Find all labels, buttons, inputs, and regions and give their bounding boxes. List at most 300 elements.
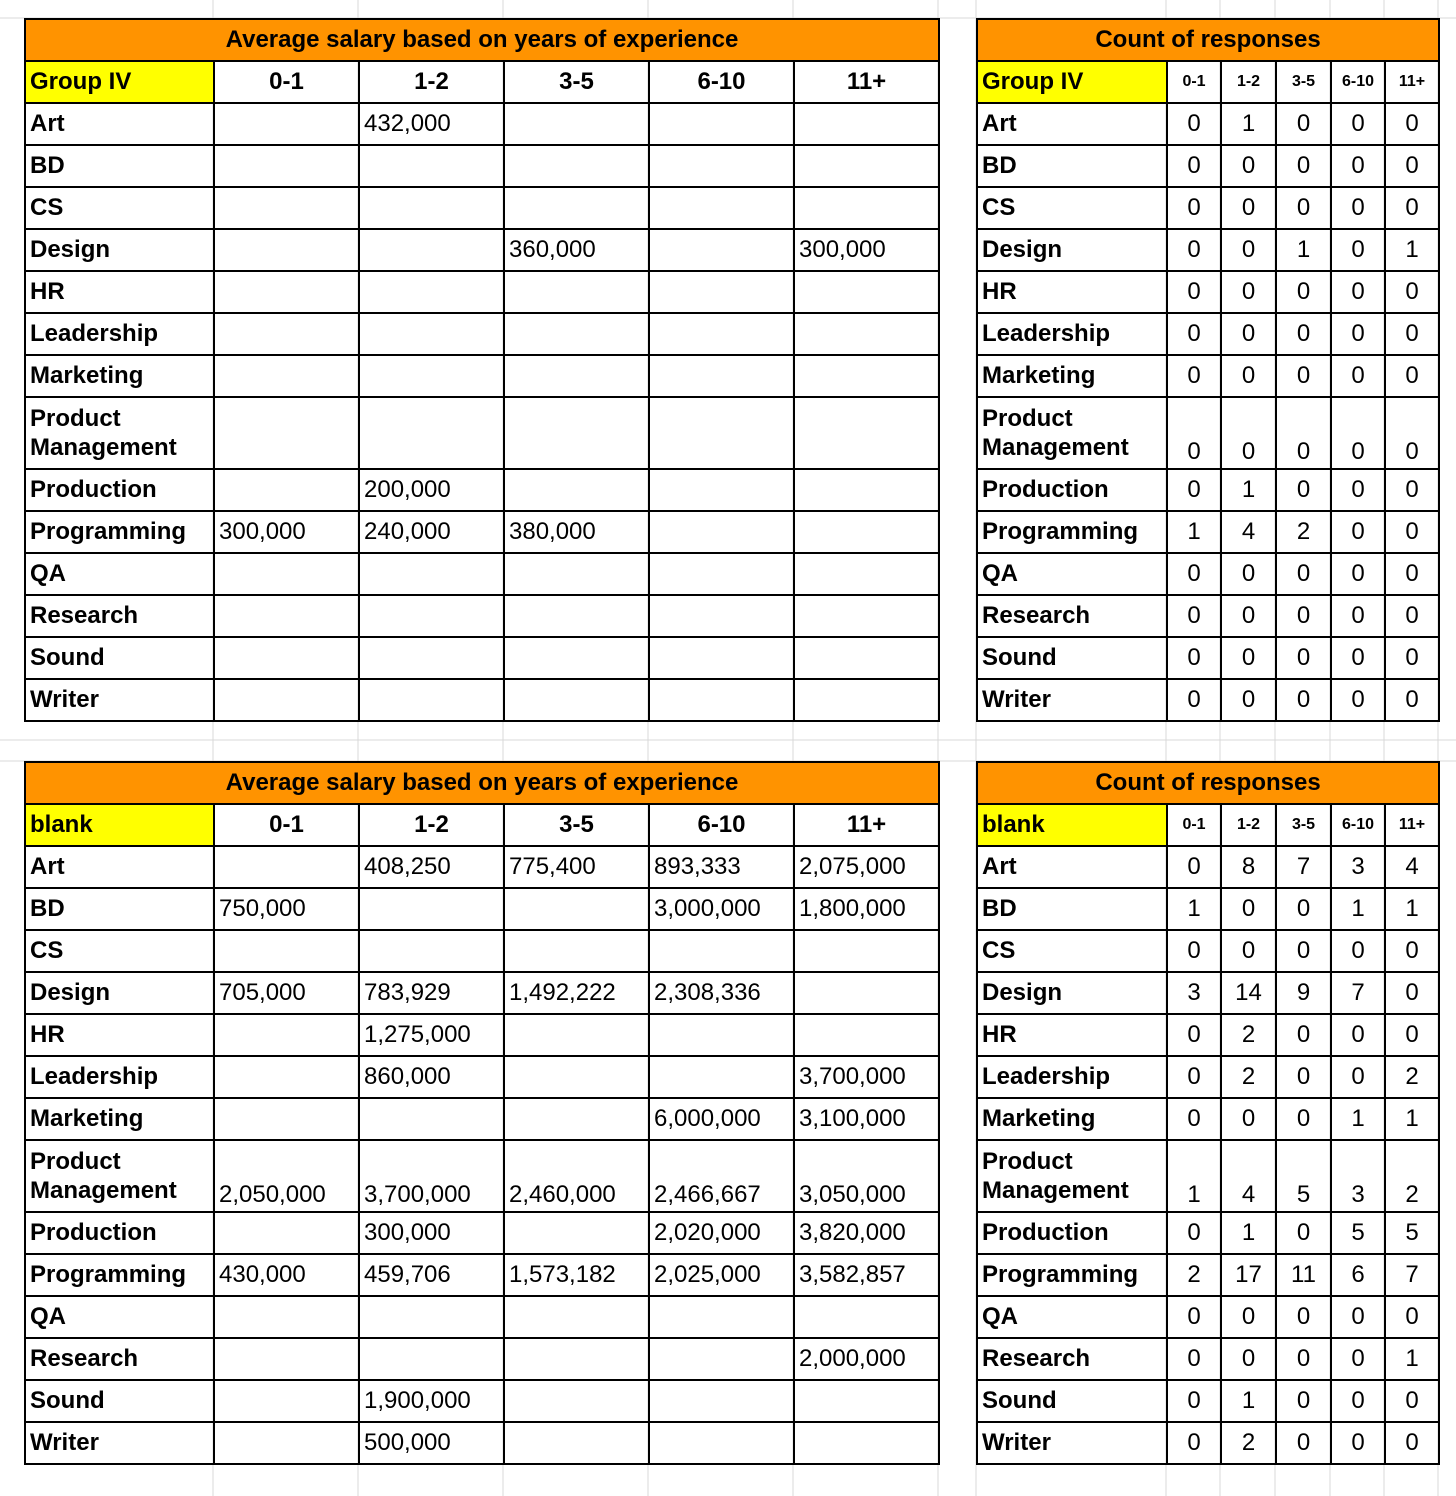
row-label: Marketing xyxy=(977,355,1167,397)
cell-0-1 xyxy=(214,930,359,972)
cell-11 xyxy=(794,972,939,1014)
cell-1-2: 1 xyxy=(1221,1380,1276,1422)
cell-0-1 xyxy=(214,469,359,511)
cell-1-2 xyxy=(359,229,504,271)
cell-3-5 xyxy=(504,1098,649,1140)
group-label: blank xyxy=(25,804,214,846)
cell-0-1 xyxy=(214,355,359,397)
cell-6-10 xyxy=(649,229,794,271)
cell-11: 0 xyxy=(1385,103,1439,145)
cell-11 xyxy=(794,1014,939,1056)
row-label: Product Management xyxy=(25,397,214,469)
cell-3-5: 0 xyxy=(1276,313,1331,355)
cell-3-5: 1 xyxy=(1276,229,1331,271)
cell-6-10: 7 xyxy=(1331,972,1385,1014)
cell-0-1: 300,000 xyxy=(214,511,359,553)
table-row-bd xyxy=(25,145,939,187)
cell-1-2 xyxy=(359,1296,504,1338)
cell-3-5: 0 xyxy=(1276,930,1331,972)
cell-1-2 xyxy=(359,553,504,595)
cell-11 xyxy=(794,511,939,553)
row-label: Production xyxy=(25,469,214,511)
cell-6-10: 0 xyxy=(1331,313,1385,355)
cell-1-2: 0 xyxy=(1221,145,1276,187)
row-label: HR xyxy=(25,1014,214,1056)
cell-0-1: 0 xyxy=(1167,1296,1221,1338)
row-label: CS xyxy=(977,187,1167,229)
group-label: Group IV xyxy=(977,61,1167,103)
row-label: Research xyxy=(25,1338,214,1380)
cell-3-5: 0 xyxy=(1276,1056,1331,1098)
row-label: Leadership xyxy=(977,1056,1167,1098)
cell-1-2: 0 xyxy=(1221,397,1276,469)
cell-1-2: 0 xyxy=(1221,271,1276,313)
cell-3-5 xyxy=(504,355,649,397)
cell-3-5: 0 xyxy=(1276,1296,1331,1338)
cell-1-2: 240,000 xyxy=(359,511,504,553)
cell-1-2 xyxy=(359,313,504,355)
cell-1-2: 408,250 xyxy=(359,846,504,888)
row-label: Product Management xyxy=(25,1140,214,1212)
cell-0-1: 0 xyxy=(1167,1380,1221,1422)
cell-1-2: 0 xyxy=(1221,888,1276,930)
cell-0-1 xyxy=(214,397,359,469)
counts-table-blank xyxy=(976,761,1440,1465)
cell-11 xyxy=(794,145,939,187)
cell-1-2 xyxy=(359,679,504,721)
cell-0-1 xyxy=(214,145,359,187)
cell-6-10 xyxy=(649,397,794,469)
table-row-leadership xyxy=(25,313,939,355)
cell-6-10: 0 xyxy=(1331,930,1385,972)
cell-6-10: 0 xyxy=(1331,187,1385,229)
cell-0-1: 2 xyxy=(1167,1254,1221,1296)
row-label: HR xyxy=(977,1014,1167,1056)
cell-0-1: 0 xyxy=(1167,1056,1221,1098)
table-row-hr xyxy=(25,271,939,313)
cell-11: 0 xyxy=(1385,1014,1439,1056)
row-label: Leadership xyxy=(25,1056,214,1098)
cell-1-2 xyxy=(359,355,504,397)
cell-6-10: 2,020,000 xyxy=(649,1212,794,1254)
cell-6-10: 0 xyxy=(1331,229,1385,271)
cell-1-2: 1 xyxy=(1221,103,1276,145)
title-row xyxy=(977,762,1439,804)
header-row xyxy=(25,804,939,846)
row-label: QA xyxy=(25,553,214,595)
cell-6-10 xyxy=(649,145,794,187)
table-row-bd xyxy=(25,888,939,930)
cell-3-5: 2,460,000 xyxy=(504,1140,649,1212)
row-label: Sound xyxy=(977,637,1167,679)
cell-1-2 xyxy=(359,637,504,679)
cell-1-2 xyxy=(359,1098,504,1140)
table-row-research xyxy=(977,1338,1439,1380)
cell-3-5: 5 xyxy=(1276,1140,1331,1212)
table-row-writer xyxy=(977,679,1439,721)
row-label: HR xyxy=(25,271,214,313)
cell-1-2: 783,929 xyxy=(359,972,504,1014)
cell-11: 0 xyxy=(1385,511,1439,553)
counts-table-group-iv xyxy=(976,18,1440,722)
cell-3-5 xyxy=(504,187,649,229)
cell-11: 3,820,000 xyxy=(794,1212,939,1254)
table-row-programming xyxy=(25,511,939,553)
cell-11 xyxy=(794,271,939,313)
cell-3-5 xyxy=(504,313,649,355)
table-row-production xyxy=(25,469,939,511)
row-label: CS xyxy=(977,930,1167,972)
cell-1-2: 4 xyxy=(1221,511,1276,553)
cell-6-10 xyxy=(649,103,794,145)
cell-6-10 xyxy=(649,1296,794,1338)
cell-6-10 xyxy=(649,553,794,595)
cell-3-5 xyxy=(504,1212,649,1254)
cell-0-1: 0 xyxy=(1167,595,1221,637)
cell-11: 0 xyxy=(1385,930,1439,972)
cell-6-10: 6,000,000 xyxy=(649,1098,794,1140)
cell-1-2: 1 xyxy=(1221,469,1276,511)
cell-1-2: 500,000 xyxy=(359,1422,504,1464)
cell-0-1 xyxy=(214,103,359,145)
cell-0-1: 0 xyxy=(1167,1212,1221,1254)
cell-11 xyxy=(794,1296,939,1338)
table-row-leadership xyxy=(977,1056,1439,1098)
cell-6-10 xyxy=(649,469,794,511)
cell-3-5: 7 xyxy=(1276,846,1331,888)
row-label: Research xyxy=(977,1338,1167,1380)
table-row-marketing xyxy=(25,355,939,397)
cell-3-5: 0 xyxy=(1276,145,1331,187)
row-label: Research xyxy=(25,595,214,637)
cell-0-1: 705,000 xyxy=(214,972,359,1014)
cell-6-10 xyxy=(649,637,794,679)
column-header: 11+ xyxy=(794,804,939,846)
row-label: Sound xyxy=(977,1380,1167,1422)
row-label: Production xyxy=(25,1212,214,1254)
cell-3-5 xyxy=(504,595,649,637)
table-row-design xyxy=(25,229,939,271)
cell-3-5: 0 xyxy=(1276,637,1331,679)
cell-6-10: 3 xyxy=(1331,846,1385,888)
cell-0-1: 0 xyxy=(1167,637,1221,679)
table-row-bd xyxy=(977,888,1439,930)
cell-6-10: 0 xyxy=(1331,511,1385,553)
cell-6-10 xyxy=(649,1338,794,1380)
cell-0-1: 0 xyxy=(1167,229,1221,271)
cell-1-2: 4 xyxy=(1221,1140,1276,1212)
table-row-cs xyxy=(25,187,939,229)
cell-11 xyxy=(794,103,939,145)
cell-11 xyxy=(794,313,939,355)
group-label: blank xyxy=(977,804,1167,846)
cell-3-5 xyxy=(504,1296,649,1338)
table-row-marketing xyxy=(977,1098,1439,1140)
cell-6-10 xyxy=(649,271,794,313)
cell-3-5: 0 xyxy=(1276,103,1331,145)
cell-11: 3,100,000 xyxy=(794,1098,939,1140)
cell-0-1: 0 xyxy=(1167,846,1221,888)
table-row-design xyxy=(25,972,939,1014)
row-label: Programming xyxy=(25,511,214,553)
table-row-product-management xyxy=(25,1140,939,1212)
cell-11 xyxy=(794,553,939,595)
table-row-leadership xyxy=(25,1056,939,1098)
cell-1-2: 0 xyxy=(1221,355,1276,397)
cell-6-10: 2,025,000 xyxy=(649,1254,794,1296)
cell-0-1: 0 xyxy=(1167,553,1221,595)
cell-3-5 xyxy=(504,930,649,972)
cell-6-10: 0 xyxy=(1331,1296,1385,1338)
cell-3-5: 1,573,182 xyxy=(504,1254,649,1296)
cell-3-5: 2 xyxy=(1276,511,1331,553)
salary-table-group-iv xyxy=(24,18,940,722)
cell-1-2: 459,706 xyxy=(359,1254,504,1296)
header-row xyxy=(25,61,939,103)
table-row-programming xyxy=(977,1254,1439,1296)
row-label: Product Management xyxy=(977,1140,1167,1212)
cell-6-10: 2,466,667 xyxy=(649,1140,794,1212)
cell-3-5: 0 xyxy=(1276,888,1331,930)
cell-1-2: 860,000 xyxy=(359,1056,504,1098)
row-label: Writer xyxy=(977,679,1167,721)
cell-3-5: 9 xyxy=(1276,972,1331,1014)
cell-6-10 xyxy=(649,1422,794,1464)
cell-3-5: 0 xyxy=(1276,553,1331,595)
cell-6-10 xyxy=(649,930,794,972)
row-label: Programming xyxy=(977,511,1167,553)
column-header: 11+ xyxy=(794,61,939,103)
cell-1-2: 0 xyxy=(1221,595,1276,637)
cell-0-1: 0 xyxy=(1167,397,1221,469)
cell-11: 4 xyxy=(1385,846,1439,888)
cell-6-10: 3 xyxy=(1331,1140,1385,1212)
column-header: 3-5 xyxy=(504,804,649,846)
column-header: 1-2 xyxy=(1221,61,1276,103)
cell-1-2: 1 xyxy=(1221,1212,1276,1254)
column-header: 6-10 xyxy=(649,804,794,846)
cell-11: 1 xyxy=(1385,888,1439,930)
table-row-qa xyxy=(25,553,939,595)
cell-1-2: 0 xyxy=(1221,930,1276,972)
cell-6-10: 0 xyxy=(1331,469,1385,511)
table-row-leadership xyxy=(977,313,1439,355)
cell-6-10 xyxy=(649,1380,794,1422)
row-label: Sound xyxy=(25,1380,214,1422)
cell-0-1: 0 xyxy=(1167,145,1221,187)
cell-6-10: 3,000,000 xyxy=(649,888,794,930)
cell-11: 0 xyxy=(1385,271,1439,313)
counts-table xyxy=(976,18,1440,722)
salary-table xyxy=(24,761,940,1465)
cell-6-10 xyxy=(649,511,794,553)
cell-0-1 xyxy=(214,595,359,637)
cell-0-1: 0 xyxy=(1167,103,1221,145)
row-label: BD xyxy=(25,888,214,930)
table-row-writer xyxy=(25,1422,939,1464)
table-row-product-management xyxy=(977,1140,1439,1212)
cell-1-2: 2 xyxy=(1221,1056,1276,1098)
cell-11: 0 xyxy=(1385,1380,1439,1422)
table-row-production xyxy=(977,469,1439,511)
cell-1-2 xyxy=(359,187,504,229)
cell-0-1: 1 xyxy=(1167,511,1221,553)
column-header: 1-2 xyxy=(359,804,504,846)
cell-1-2: 2 xyxy=(1221,1422,1276,1464)
row-label: Writer xyxy=(25,1422,214,1464)
column-header: 1-2 xyxy=(1221,804,1276,846)
row-label: Marketing xyxy=(25,355,214,397)
cell-1-2: 14 xyxy=(1221,972,1276,1014)
cell-3-5: 0 xyxy=(1276,187,1331,229)
row-label: CS xyxy=(25,930,214,972)
cell-6-10: 0 xyxy=(1331,145,1385,187)
table-row-qa xyxy=(977,1296,1439,1338)
cell-1-2: 0 xyxy=(1221,553,1276,595)
cell-0-1: 1 xyxy=(1167,888,1221,930)
column-header: 6-10 xyxy=(1331,804,1385,846)
cell-11: 0 xyxy=(1385,1422,1439,1464)
cell-3-5: 0 xyxy=(1276,1338,1331,1380)
cell-1-2: 3,700,000 xyxy=(359,1140,504,1212)
row-label: QA xyxy=(25,1296,214,1338)
cell-6-10: 0 xyxy=(1331,271,1385,313)
cell-3-5 xyxy=(504,1422,649,1464)
row-label: Marketing xyxy=(977,1098,1167,1140)
cell-3-5: 0 xyxy=(1276,679,1331,721)
cell-0-1: 3 xyxy=(1167,972,1221,1014)
column-header: 11+ xyxy=(1385,804,1439,846)
cell-11: 0 xyxy=(1385,313,1439,355)
cell-0-1 xyxy=(214,637,359,679)
cell-3-5 xyxy=(504,103,649,145)
table-row-product-management xyxy=(25,397,939,469)
cell-1-2: 0 xyxy=(1221,637,1276,679)
cell-0-1: 0 xyxy=(1167,187,1221,229)
cell-11: 0 xyxy=(1385,469,1439,511)
cell-6-10 xyxy=(649,679,794,721)
cell-6-10: 2,308,336 xyxy=(649,972,794,1014)
cell-6-10: 0 xyxy=(1331,1338,1385,1380)
column-header: 1-2 xyxy=(359,61,504,103)
cell-3-5 xyxy=(504,679,649,721)
cell-0-1: 0 xyxy=(1167,930,1221,972)
row-label: CS xyxy=(25,187,214,229)
cell-1-2: 0 xyxy=(1221,313,1276,355)
cell-3-5: 0 xyxy=(1276,271,1331,313)
cell-3-5 xyxy=(504,637,649,679)
row-label: BD xyxy=(25,145,214,187)
cell-3-5 xyxy=(504,1014,649,1056)
cell-11 xyxy=(794,187,939,229)
table-row-qa xyxy=(25,1296,939,1338)
cell-0-1: 0 xyxy=(1167,469,1221,511)
table-row-writer xyxy=(977,1422,1439,1464)
cell-3-5 xyxy=(504,145,649,187)
cell-11: 1 xyxy=(1385,229,1439,271)
cell-11: 0 xyxy=(1385,553,1439,595)
table-row-marketing xyxy=(977,355,1439,397)
table-row-research xyxy=(25,595,939,637)
table-row-qa xyxy=(977,553,1439,595)
cell-11 xyxy=(794,397,939,469)
cell-6-10: 0 xyxy=(1331,1422,1385,1464)
cell-6-10: 0 xyxy=(1331,553,1385,595)
cell-11: 2,000,000 xyxy=(794,1338,939,1380)
cell-1-2: 0 xyxy=(1221,1296,1276,1338)
cell-3-5 xyxy=(504,397,649,469)
cell-11: 2 xyxy=(1385,1140,1439,1212)
table-row-product-management xyxy=(977,397,1439,469)
cell-1-2: 0 xyxy=(1221,679,1276,721)
cell-3-5: 0 xyxy=(1276,355,1331,397)
row-label: Art xyxy=(977,103,1167,145)
cell-0-1 xyxy=(214,229,359,271)
cell-11: 0 xyxy=(1385,145,1439,187)
table-row-programming xyxy=(977,511,1439,553)
cell-11 xyxy=(794,930,939,972)
cell-1-2: 0 xyxy=(1221,1098,1276,1140)
table-row-cs xyxy=(977,930,1439,972)
cell-0-1: 0 xyxy=(1167,1098,1221,1140)
table-row-cs xyxy=(25,930,939,972)
cell-11: 5 xyxy=(1385,1212,1439,1254)
cell-0-1: 1 xyxy=(1167,1140,1221,1212)
cell-1-2: 1,900,000 xyxy=(359,1380,504,1422)
cell-11: 1 xyxy=(1385,1338,1439,1380)
cell-6-10: 0 xyxy=(1331,1014,1385,1056)
cell-3-5 xyxy=(504,1380,649,1422)
cell-3-5: 0 xyxy=(1276,1422,1331,1464)
cell-3-5: 0 xyxy=(1276,1014,1331,1056)
cell-0-1 xyxy=(214,313,359,355)
cell-3-5: 0 xyxy=(1276,1098,1331,1140)
table-row-bd xyxy=(977,145,1439,187)
table-title: Count of responses xyxy=(977,19,1439,61)
cell-6-10 xyxy=(649,313,794,355)
column-header: 6-10 xyxy=(1331,61,1385,103)
cell-6-10: 6 xyxy=(1331,1254,1385,1296)
cell-1-2 xyxy=(359,1338,504,1380)
cell-3-5: 360,000 xyxy=(504,229,649,271)
table-row-sound xyxy=(25,1380,939,1422)
cell-11 xyxy=(794,637,939,679)
row-label: HR xyxy=(977,271,1167,313)
row-label: QA xyxy=(977,553,1167,595)
column-header: 0-1 xyxy=(1167,804,1221,846)
table-row-marketing xyxy=(25,1098,939,1140)
cell-11: 0 xyxy=(1385,397,1439,469)
row-label: Design xyxy=(25,229,214,271)
cell-0-1 xyxy=(214,553,359,595)
cell-0-1: 750,000 xyxy=(214,888,359,930)
cell-0-1 xyxy=(214,1422,359,1464)
table-row-sound xyxy=(25,637,939,679)
cell-11 xyxy=(794,469,939,511)
cell-6-10: 893,333 xyxy=(649,846,794,888)
column-header: 11+ xyxy=(1385,61,1439,103)
cell-0-1 xyxy=(214,1380,359,1422)
cell-11: 3,700,000 xyxy=(794,1056,939,1098)
table-row-design xyxy=(977,229,1439,271)
row-label: Leadership xyxy=(977,313,1167,355)
cell-1-2: 300,000 xyxy=(359,1212,504,1254)
table-row-hr xyxy=(977,1014,1439,1056)
cell-0-1 xyxy=(214,1056,359,1098)
column-header: 3-5 xyxy=(504,61,649,103)
cell-1-2: 0 xyxy=(1221,187,1276,229)
table-row-art xyxy=(25,846,939,888)
